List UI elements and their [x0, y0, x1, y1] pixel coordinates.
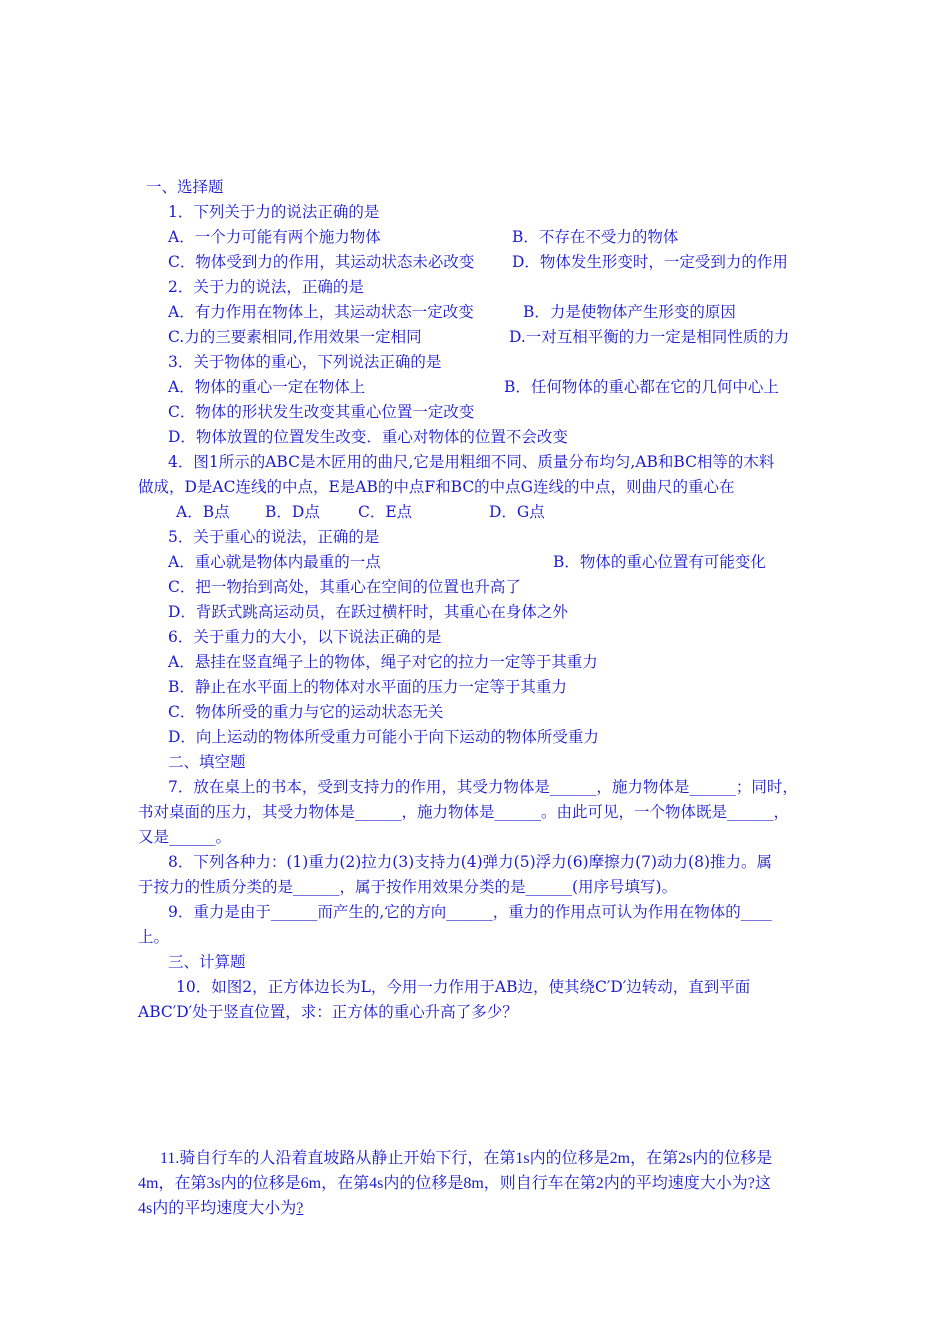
- q2-stem: 2．关于力的说法，正确的是: [168, 278, 364, 296]
- section-heading-calc: 三、计算题: [168, 953, 246, 971]
- q5-option-a: A．重心就是物体内最重的一点: [168, 553, 381, 571]
- q9-line1: 9．重力是由于______而产生的,它的方向______，重力的作用点可认为作用在物体的____: [168, 903, 772, 921]
- q4-line2: 做成，D是AC连线的中点，E是AB的中点F和BC的中点G连线的中点，则曲尺的重心在: [138, 478, 735, 496]
- q4-option-a: A．B点: [176, 503, 230, 521]
- q11-line2: 4m，在第3s内的位移是6m，在第4s内的位移是8m，则自行车在第2内的平均速度大小为?这: [138, 1175, 771, 1192]
- q4-line1: 4．图1所示的ABC是木匠用的曲尺,它是用粗细不同、质量分布均匀,AB和BC相等的木料: [168, 453, 775, 471]
- section-heading-fill: 二、填空题: [168, 753, 246, 771]
- q6-option-c: C．物体所受的重力与它的运动状态无关: [168, 703, 444, 721]
- q11-answer-blank: ?: [296, 1200, 304, 1217]
- q3-option-b: B．任何物体的重心都在它的几何中心上: [504, 378, 779, 396]
- q4-option-b: B．D点: [265, 503, 320, 521]
- q7-line3: 又是______。: [138, 828, 232, 846]
- q3-option-a: A．物体的重心一定在物体上: [168, 378, 366, 396]
- q6-option-d: D．向上运动的物体所受重力可能小于向下运动的物体所受重力: [168, 728, 599, 746]
- q1-option-a: A．一个力可能有两个施力物体: [168, 228, 381, 246]
- q6-option-b: B．静止在水平面上的物体对水平面的压力一定等于其重力: [168, 678, 567, 696]
- q9-line2: 上。: [138, 928, 170, 946]
- q1-option-c: C．物体受到力的作用，其运动状态未必改变: [168, 253, 475, 271]
- q8-line2: 于按力的性质分类的是______，属于按作用效果分类的是______(用序号填写)。: [138, 878, 678, 896]
- q10-line1: 10．如图2，正方体边长为L，今用一力作用于AB边，使其绕C′D′边转动，直到平面: [176, 978, 751, 996]
- q5-option-c: C．把一物抬到高处，其重心在空间的位置也升高了: [168, 578, 521, 596]
- q6-stem: 6．关于重力的大小，以下说法正确的是: [168, 628, 442, 646]
- q5-option-b: B．物体的重心位置有可能变化: [553, 553, 766, 571]
- section-heading-choice: 一、选择题: [146, 178, 224, 196]
- q5-option-d: D．背跃式跳高运动员，在跃过横杆时，其重心在身体之外: [168, 603, 568, 621]
- q4-option-d: D．G点: [489, 503, 545, 521]
- q1-option-d: D．物体发生形变时，一定受到力的作用: [512, 253, 788, 271]
- q2-option-a: A．有力作用在物体上，其运动状态一定改变: [168, 303, 474, 321]
- q11-line3: [138, 1198, 303, 1220]
- q3-option-d: D．物体放置的位置发生改变．重心对物体的位置不会改变: [168, 428, 568, 446]
- q3-stem: 3．关于物体的重心，下列说法正确的是: [168, 353, 442, 371]
- q3-option-c: C．物体的形状发生改变其重心位置一定改变: [168, 403, 475, 421]
- q2-option-c: C.力的三要素相同,作用效果一定相同: [168, 328, 422, 346]
- q10-line2: ABC′D′处于竖直位置，求：正方体的重心升高了多少？: [138, 1003, 518, 1021]
- q4-option-c: C．E点: [358, 503, 413, 521]
- q11-line3-text: 4s内的平均速度大小为: [138, 1200, 297, 1217]
- q1-stem: 1．下列关于力的说法正确的是: [168, 203, 380, 221]
- q7-line1: 7．放在桌上的书本，受到支持力的作用，其受力物体是______，施力物体是______；同时，: [168, 778, 798, 796]
- q2-option-b: B．力是使物体产生形变的原因: [523, 303, 736, 321]
- q6-option-a: A．悬挂在竖直绳子上的物体，绳子对它的拉力一定等于其重力: [168, 653, 598, 671]
- q7-line2: 书对桌面的压力，其受力物体是______，施力物体是______。由此可见，一个物体既是______，: [138, 803, 790, 821]
- q1-option-b: B．不存在不受力的物体: [512, 228, 679, 246]
- q8-line1: 8．下列各种力：(1)重力(2)拉力(3)支持力(4)弹力(5)浮力(6)摩擦力(7)动力(8)推力。属: [168, 853, 773, 871]
- q11-line1: 11.骑自行车的人沿着直坡路从静止开始下行，在第1s内的位移是2m，在第2s内的位移是: [160, 1150, 773, 1167]
- q5-stem: 5．关于重心的说法，正确的是: [168, 528, 380, 546]
- q2-option-d: D.一对互相平衡的力一定是相同性质的力: [509, 328, 790, 346]
